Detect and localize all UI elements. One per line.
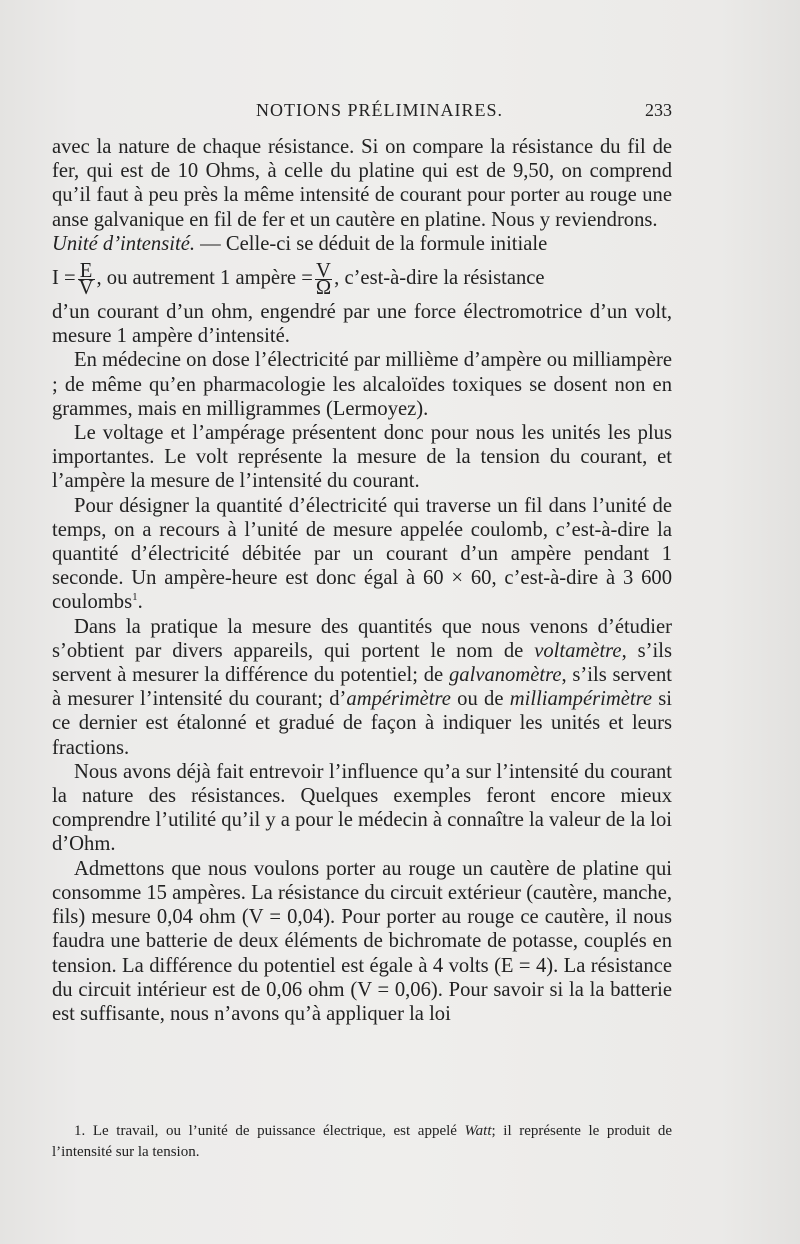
italic-term: milliampérimètre bbox=[509, 688, 652, 711]
fraction-e-over-v bbox=[78, 259, 95, 299]
text-run: — Celle-ci se déduit de la formule initiale bbox=[194, 232, 548, 255]
numerator: E bbox=[78, 263, 95, 280]
text-run: si ce dernier est étalonné et gradué de façon à indiquer les unités et leurs fractions. bbox=[52, 688, 672, 759]
paragraph bbox=[52, 615, 672, 760]
text-run: avec la nature de chaque résistance. Si on compare la résistance du fil de fer, qui est de 10 Ohms, à celle du platine qui est de 9,50, on comprend qu’il faut à peu près la même intensité de courant pour porter au rouge une anse galvanique en fil de fer et un cautère en platine. Nous y reviendrons. bbox=[52, 136, 672, 231]
text-run: d’un courant d’un ohm, engendré par une force électromotrice d’un volt, mesure 1 ampère d’intensité. bbox=[52, 301, 672, 348]
footnotes bbox=[52, 1121, 672, 1163]
footnote bbox=[52, 1121, 672, 1163]
text-run: , s’ils servent à mesurer la différence du potentiel; de bbox=[52, 639, 672, 687]
page-number: 233 bbox=[645, 100, 672, 120]
italic-term: voltamètre bbox=[534, 639, 622, 662]
italic-term: ampérimètre bbox=[346, 688, 451, 711]
body-text bbox=[52, 135, 672, 1026]
formula-lhs: I = bbox=[52, 267, 76, 290]
paragraph bbox=[52, 232, 672, 256]
paragraph bbox=[52, 300, 672, 348]
text-run: , s’ils servent à mesurer l’intensité du courant; d’ bbox=[52, 664, 673, 711]
fraction-v-over-omega bbox=[315, 259, 332, 299]
paragraph bbox=[52, 421, 672, 494]
page-header bbox=[52, 100, 672, 126]
text-run: ; il représente le produit de l’intensité sur la tension. bbox=[52, 1123, 672, 1160]
denominator: V bbox=[78, 276, 94, 299]
footnote-ref: 1 bbox=[132, 591, 138, 604]
italic-term: Watt bbox=[464, 1123, 492, 1139]
paragraph bbox=[52, 135, 672, 232]
italic-term: Unité d’intensité. bbox=[52, 232, 195, 255]
running-title: NOTIONS PRÉLIMINAIRES. bbox=[256, 100, 503, 120]
formula-line bbox=[52, 256, 672, 300]
italic-term: galvanomètre bbox=[449, 664, 562, 687]
text-run: Pour désigner la quantité d’électricité qui traverse un fil dans l’unité de temps, on a recours à l’unité de mesure appelée coulomb, c’est-à-dire la quantité d’électricité débitée par un courant d’un ampère pendant 1 seconde. Un ampère-heure est donc égal à 60 × 60, c’est-à-dire à 3 600 coulombs bbox=[52, 494, 672, 614]
text-run: ou de bbox=[450, 688, 510, 711]
text-run: Nous avons déjà fait entrevoir l’influence qu’a sur l’intensité du courant la nature des résistances. Quelques exemples feront encore mieux comprendre l’utilité qu’il y a pour le médecin à connaître la valeur de la loi d’Ohm. bbox=[52, 760, 672, 856]
paragraph bbox=[52, 494, 672, 615]
text-run: Le voltage et l’ampérage présentent donc pour nous les unités les plus importantes. Le volt représente la mesure de la tension du courant, et l’ampère la mesure de l’intensité du courant. bbox=[52, 422, 672, 493]
text-run: . bbox=[137, 591, 143, 614]
text-run: En médecine on dose l’électricité par millième d’ampère ou milliampère ; de même qu’en pharmacologie les alcaloïdes toxiques se dosent non en grammes, mais en milligrammes (Lermoyez). bbox=[52, 349, 672, 420]
text-run: 1. Le travail, ou l’unité de puissance électrique, est appelé bbox=[74, 1123, 465, 1139]
denominator: Ω bbox=[315, 276, 332, 299]
formula-middle: , ou autrement 1 ampère = bbox=[96, 267, 313, 290]
formula-tail: , c’est-à-dire la résistance bbox=[334, 267, 545, 290]
paragraph bbox=[52, 760, 672, 857]
paragraph bbox=[52, 857, 672, 1026]
paragraph bbox=[52, 348, 672, 421]
footnote-separator bbox=[52, 1112, 672, 1113]
numerator: V bbox=[316, 259, 331, 282]
text-run: Dans la pratique la mesure des quantités que nous venons d’étudier s’obtient par divers appareils, qui portent le nom de bbox=[52, 615, 672, 662]
text-run: Admettons que nous voulons porter au rouge un cautère de platine qui consomme 15 ampères. La résistance du circuit extérieur (cautère, manche, fils) mesure 0,04 ohm (V = 0,04). Pour porter au rouge ce cautère, il nous faudra une batterie de deux éléments de bichromate de potasse, couplés en tension. La différence du potentiel est égale à 4 volts (E = 4). La résistance du circuit intérieur est de 0,06 ohm (V = 0,06). Pour savoir si la la batterie est suffisante, nous n’avons qu’à appliquer la loi bbox=[52, 857, 672, 1025]
